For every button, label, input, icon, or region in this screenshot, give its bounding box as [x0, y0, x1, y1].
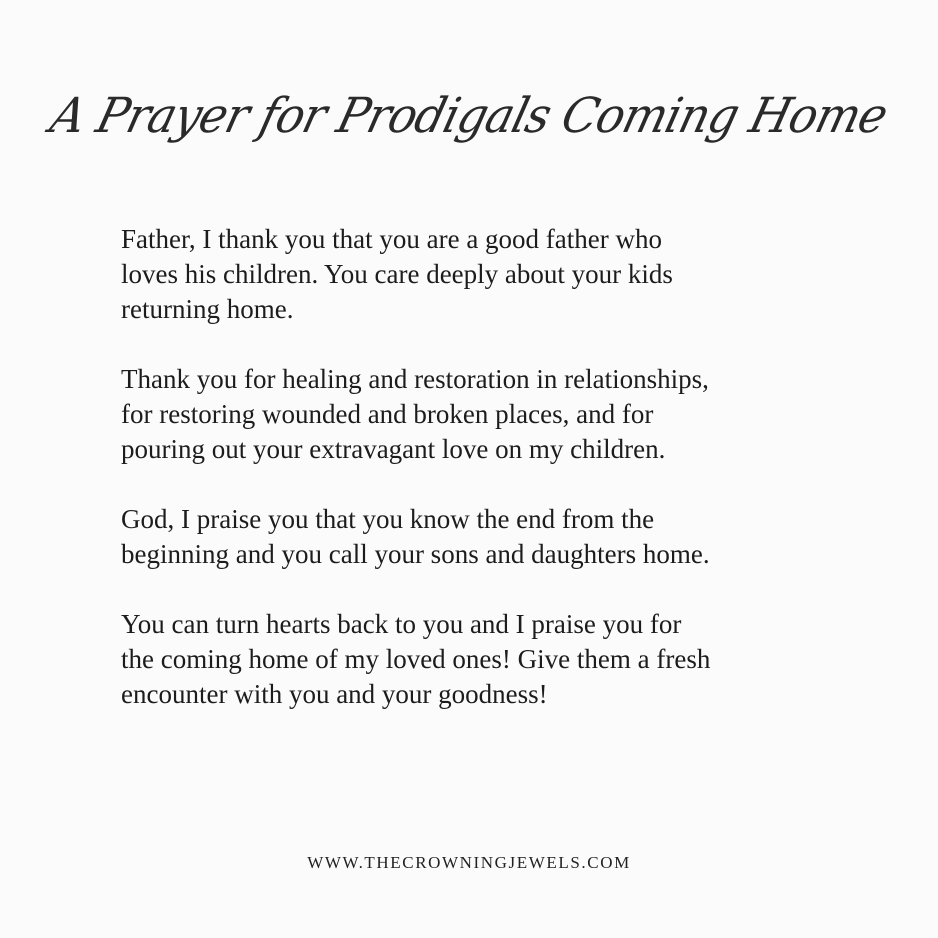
paragraph-4: You can turn hearts back to you and I praise you for the coming home of my loved ones! Give them a fresh encounter with you and your goodness!	[121, 609, 711, 709]
page-title: A Prayer for Prodigals Coming Home	[45, 86, 893, 144]
prayer-body	[121, 222, 841, 747]
paragraph-3: God, I praise you that you know the end from the beginning and you call your sons and daughters home.	[121, 504, 710, 569]
paragraph-1: Father, I thank you that you are a good father who loves his children. You care deeply about your kids returning home.	[121, 224, 673, 324]
website-url: WWW.THECROWNINGJEWELS.COM	[307, 853, 631, 872]
paragraph-2: Thank you for healing and restoration in relationships, for restoring wounded and broken places, and for pouring out your extravagant love on my children.	[121, 364, 709, 464]
